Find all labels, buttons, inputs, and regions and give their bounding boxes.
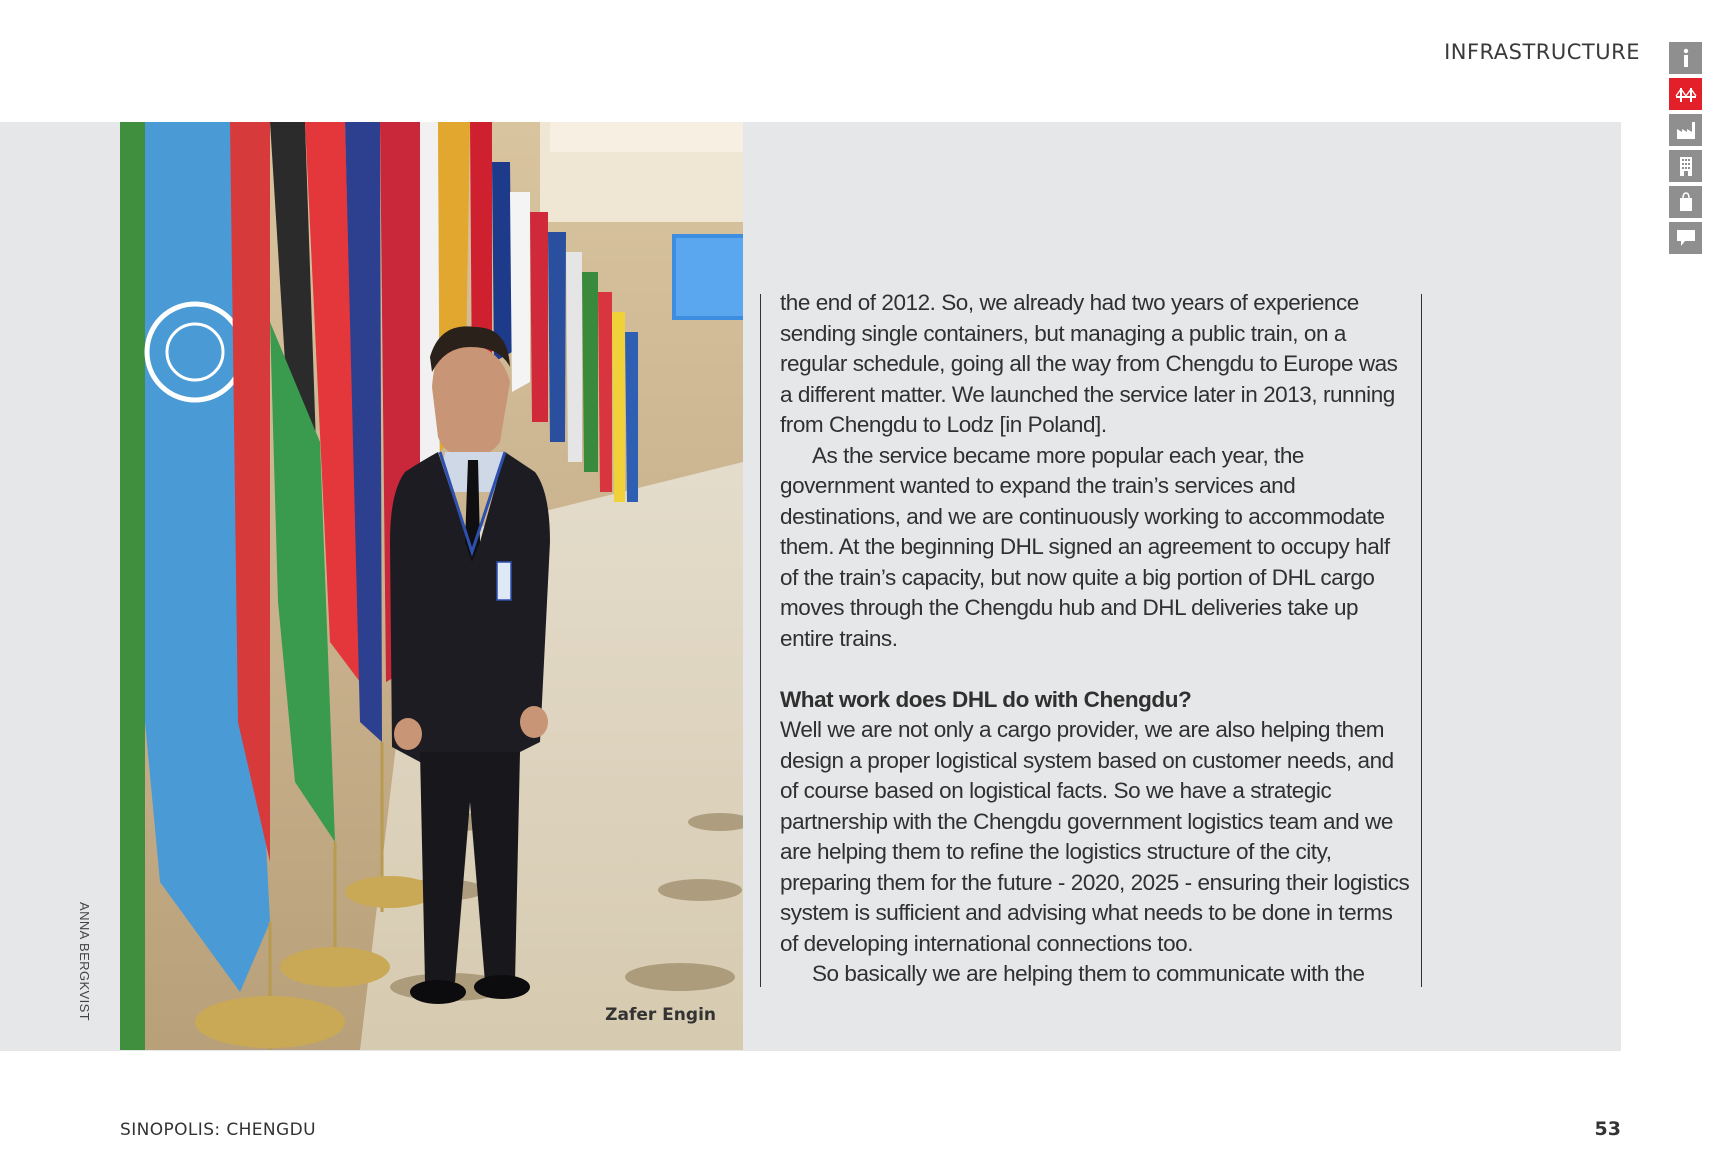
nav-industry[interactable] xyxy=(1669,114,1702,146)
publication-name: SINOPOLIS: CHENGDU xyxy=(120,1120,316,1140)
nav-property[interactable] xyxy=(1669,150,1702,182)
photo-credit: ANNA BERGKVIST xyxy=(77,902,92,1022)
nav-opinion[interactable] xyxy=(1669,222,1702,254)
photo-caption: Zafer Engin xyxy=(605,1005,716,1025)
shopping-bag-icon xyxy=(1675,191,1697,213)
article-paragraph: As the service became more popular each year, the government wanted to expand the train’s services and destinations, and we are continuously working to accommodate them. At the beginning DHL signed an agreement to occupy half of the train’s capacity, but now quite a big portion of DHL cargo moves through the Chengdu hub and DHL deliveries take up entire trains. xyxy=(780,442,1390,651)
nav-consumer[interactable] xyxy=(1669,186,1702,218)
flags-hall-illustration xyxy=(120,122,743,1050)
nav-info[interactable] xyxy=(1669,42,1702,74)
bridge-icon xyxy=(1675,83,1697,105)
article-paragraph: So basically we are helping them to communicate with the xyxy=(812,961,1365,986)
article-body xyxy=(780,288,1410,990)
section-nav xyxy=(1669,42,1702,258)
section-title: INFRASTRUCTURE xyxy=(1444,40,1640,64)
column-rule-left xyxy=(760,294,761,987)
interview-question: What work does DHL do with Chengdu? xyxy=(780,686,1192,712)
nav-infrastructure[interactable] xyxy=(1669,78,1702,110)
portrait-photo xyxy=(120,122,743,1050)
article-paragraph: Well we are not only a cargo provider, we are also helping them design a proper logistical system based on customer needs, and of course based on logistical facts. So we have a strategic partnership with the Chengdu government logistics team and we are helping them to refine the logistics structure of the city, preparing them for the future - 2020, 2025 - ensuring their logistics system is sufficient and advising what needs to be done in terms of developing international connections too. xyxy=(780,717,1410,956)
speech-bubble-icon xyxy=(1675,227,1697,249)
info-icon xyxy=(1675,47,1697,69)
page-number: 53 xyxy=(1594,1118,1621,1140)
factory-icon xyxy=(1675,119,1697,141)
article-paragraph: the end of 2012. So, we already had two years of experience sending single containers, but managing a public train, on a regular schedule, going all the way from Chengdu to Europe was a different matter. We launched the service later in 2013, running from Chengdu to Lodz [in Poland]. xyxy=(780,290,1398,437)
building-icon xyxy=(1675,155,1697,177)
column-rule-right xyxy=(1421,294,1422,987)
